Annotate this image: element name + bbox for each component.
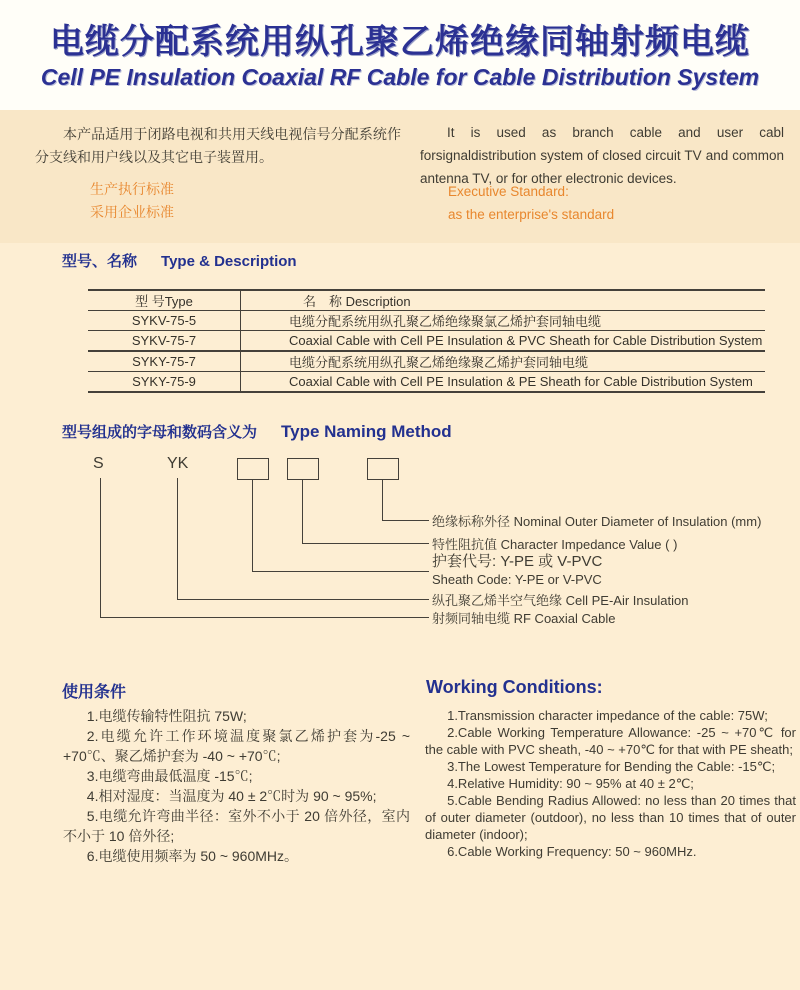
cell-description: 电缆分配系统用纵孔聚乙烯绝缘聚氯乙烯护套同轴电缆 <box>241 311 766 331</box>
list-item: 3.电缆弯曲最低温度 -15℃; <box>86 768 253 784</box>
list-item: 1.Transmission character impedance of the cable: 75W; <box>447 708 768 723</box>
list-item: 2.电缆允许工作环境温度聚氯乙烯护套为-25 ~ +70℃、聚乙烯护套为 -40 ~ +70℃; <box>63 728 410 764</box>
intro-paragraph-chinese: 本产品适用于闭路电视和共用天线电视信号分配系统作分支线和用户线以及其它电子装置用。 <box>35 126 401 165</box>
standard-line: as the enterprise's standard <box>448 207 615 222</box>
diagram-box-sheath-code <box>237 458 269 480</box>
diagram-box-impedance <box>287 458 319 480</box>
standard-note-english <box>448 180 614 226</box>
table-row <box>88 331 765 352</box>
usage-conditions-list <box>63 706 410 866</box>
list-item: 5.Cable Bending Radius Allowed: no less than 20 times that of outer diameter (outdoor), no less than 10 times that of outer diameter (indoor); <box>425 793 796 842</box>
heading-chinese: 型号组成的字母和数码含义为 <box>62 424 258 441</box>
list-item: 6.电缆使用频率为 50 ~ 960MHz。 <box>86 848 299 864</box>
cell-type: SYKV-75-7 <box>88 331 241 352</box>
section-heading-working-conditions: Working Conditions: <box>426 677 603 697</box>
connector-line-diameter <box>382 480 429 521</box>
cell-description: Coaxial Cable with Cell PE Insulation & PE Sheath for Cable Distribution System <box>241 372 766 393</box>
diagram-box-diameter <box>367 458 399 480</box>
diagram-label-rf-coaxial: 射频同轴电缆 RF Coaxial Cable <box>432 611 616 626</box>
diagram-label-diameter: 绝缘标称外径 Nominal Outer Diameter of Insulation (mm) <box>432 514 762 529</box>
cell-description: Coaxial Cable with Cell PE Insulation & PVC Sheath for Cable Distribution System <box>241 331 766 352</box>
standard-note-chinese <box>90 178 174 224</box>
heading-chinese: 型号、名称 <box>62 253 138 270</box>
page-title-english: Cell PE Insulation Coaxial RF Cable for Cable Distribution System <box>40 64 760 90</box>
page-title-chinese: 电缆分配系统用纵孔聚乙烯绝缘同轴射频电缆 <box>50 23 750 61</box>
heading-english: Type Naming Method <box>281 422 452 441</box>
cell-type: SYKV-75-5 <box>88 311 241 331</box>
diagram-symbol-yk: YK <box>167 455 189 472</box>
diagram-label-cell-pe: 纵孔聚乙烯半空气绝缘 Cell PE-Air Insulation <box>432 593 689 608</box>
intro-paragraph-english: It is used as branch cable and user cabl forsignaldistribution system of closed circuit TV and common antenna TV, or for other electronic devices. <box>420 125 784 186</box>
working-conditions-list <box>425 707 796 860</box>
section-heading-naming-method <box>62 421 452 442</box>
diagram-label-sheath-zh: 护套代号: Y-PE 或 V-PVC <box>432 553 603 570</box>
type-description-table <box>88 289 765 393</box>
standard-line: 生产执行标准 <box>90 181 174 197</box>
standard-line: 采用企业标准 <box>90 204 174 220</box>
standard-line: Executive Standard: <box>448 184 569 199</box>
table-row <box>88 351 765 372</box>
cell-type: SYKY-75-7 <box>88 351 241 372</box>
heading-english: Type & Description <box>161 253 297 270</box>
column-header-type: 型 号Type <box>88 290 241 311</box>
diagram-label-impedance: 特性阻抗值 Character Impedance Value ( ) <box>432 537 678 552</box>
section-heading-type-description <box>62 250 297 271</box>
diagram-label-sheath-en: Sheath Code: Y-PE or V-PVC <box>432 572 602 587</box>
list-item: 6.Cable Working Frequency: 50 ~ 960MHz. <box>447 844 697 859</box>
intro-section <box>0 110 800 243</box>
list-item: 3.The Lowest Temperature for Bending the Cable: -15℃; <box>447 759 776 774</box>
cell-type: SYKY-75-9 <box>88 372 241 393</box>
section-heading-usage-conditions: 使用条件 <box>62 684 127 701</box>
page-header <box>0 0 800 110</box>
diagram-symbol-s: S <box>93 455 104 472</box>
table-header-row <box>88 290 765 311</box>
list-item: 5.电缆允许弯曲半径：室外不小于 20 倍外径，室内不小于 10 倍外径; <box>63 808 410 844</box>
table-row <box>88 311 765 331</box>
cell-description: 电缆分配系统用纵孔聚乙烯绝缘聚乙烯护套同轴电缆 <box>241 351 766 372</box>
table-row <box>88 372 765 393</box>
list-item: 2.Cable Working Temperature Allowance: -25 ~ +70℃ for the cable with PVC sheath, -40 ~ +70℃ for that with PE sheath; <box>425 725 796 757</box>
list-item: 4.相对湿度：当温度为 40 ± 2℃时为 90 ~ 95%; <box>86 788 377 804</box>
column-header-description: 名 称 Description <box>241 290 766 311</box>
list-item: 4.Relative Humidity: 90 ~ 95% at 40 ± 2℃; <box>447 776 694 791</box>
list-item: 1.电缆传输特性阻抗 75W; <box>86 708 247 724</box>
